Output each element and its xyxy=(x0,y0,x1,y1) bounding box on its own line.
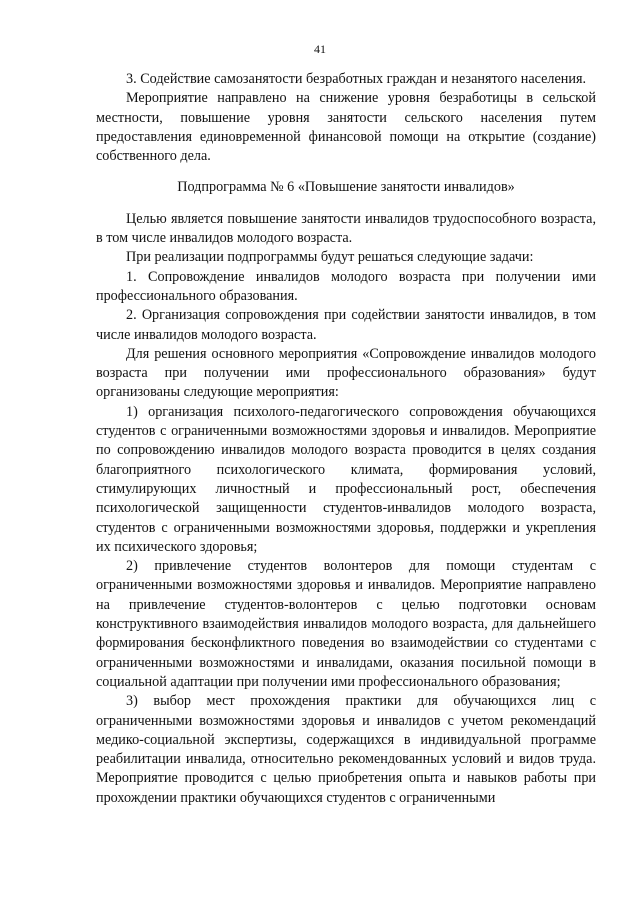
paragraph-tasks-intro: При реализации подпрограммы будут решаться следующие задачи: xyxy=(126,249,534,266)
paragraph-main-measure: Для решения основного мероприятия «Сопровождение инвалидов молодого возраста при получении ими профессионального образования» будут организованы следующие мероприятия: xyxy=(96,345,596,401)
document-body xyxy=(96,70,596,808)
paragraph-measure-3: 3) выбор мест прохождения практики для обучающихся лиц с ограниченными возможностями здоровья и инвалидов с учетом рекомендаций медико-социальной экспертизы, содержащихся в индивидуальной программе реабилитации инвалида, относительно рекомендованных условий и видов труда. Мероприятие проводится с целью приобретения опыта и навыков работы при прохождении практики обучающихся студентов с ограниченными xyxy=(96,693,596,806)
paragraph-task-1: 1. Сопровождение инвалидов молодого возраста при получении ими профессионального образования. xyxy=(96,268,596,304)
paragraph-measure-1: 1) организация психолого-педагогического сопровождения обучающихся студентов с ограниченными возможностями здоровья и инвалидов. Мероприятие по сопровождению инвалидов молодого возраста проводится в целях создания благоприятного психологического климата, формирования условий, стимулирующих личностный и профессиональный рост, обеспечения психологической защищенности студентов-инвалидов молодого возраста, студентов с ограниченными возможностями здоровья, поддержки и укрепления их психического здоровья; xyxy=(96,403,596,555)
subprogram-heading: Подпрограмма № 6 «Повышение занятости инвалидов» xyxy=(177,179,515,196)
paragraph-task-3-description: Мероприятие направлено на снижение уровня безработицы в сельской местности, повышение уровня занятости сельского населения путем предоставления единовременной финансовой помощи на открытие (создание) собственного дела. xyxy=(96,90,596,165)
paragraph-task-3: 3. Содействие самозанятости безработных граждан и незанятого населения. xyxy=(126,71,587,87)
page-number: 41 xyxy=(314,42,326,56)
paragraph-measure-2: 2) привлечение студентов волонтеров для помощи студентам с ограниченными возможностями здоровья и инвалидов. Мероприятие направлено на привлечение студентов-волонтеров с целью подготовки основам конструктивного взаимодействия инвалидов молодого возраста, для дальнейшего формирования бесконфликтного поведения во взаимодействии со студентами с ограниченными возможностями и инвалидами, оказания посильной помощи в социальной адаптации при получении ими профессионального образования; xyxy=(96,558,596,690)
paragraph-task-2: 2. Организация сопровождения при содействии занятости инвалидов, в том числе инвалидов молодого возраста. xyxy=(96,307,596,343)
paragraph-goal: Целью является повышение занятости инвалидов трудоспособного возраста, в том числе инвалидов молодого возраста. xyxy=(96,210,596,247)
